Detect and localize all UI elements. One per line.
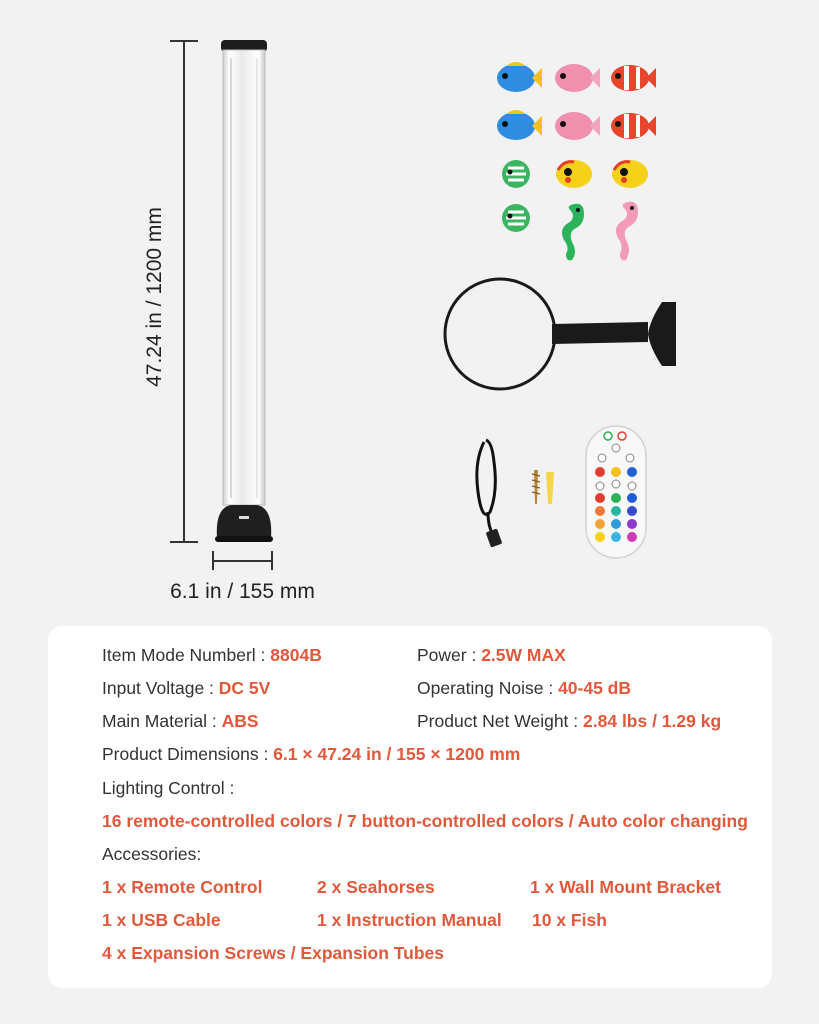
height-label: 47.24 in / 1200 mm [143,207,166,387]
spec-material-label: Main Material : [102,711,217,731]
height-bottom-tick [170,541,198,543]
accessory-item: 10 x Fish [532,910,607,930]
yellow-fish-icon [612,160,648,188]
width-label: 6.1 in / 155 mm [170,580,315,603]
spec-material [102,711,259,732]
yellow-fish-icon [556,160,592,188]
green-seahorse-icon [562,204,584,261]
toy-fish-group [488,56,660,266]
width-right-tick [271,551,273,570]
spec-lighting-value [102,811,748,832]
accessory-item: 1 x USB Cable [102,910,221,930]
spec-model [102,645,322,666]
spec-noise-label: Operating Noise : [417,678,554,698]
spec-lighting-label: Lighting Control : [102,778,235,798]
expansion-screws-image [526,468,558,508]
remote-control-image [584,424,648,560]
accessory-item: 1 x Instruction Manual [317,910,502,930]
spec-card [48,626,772,988]
height-dimension-line [183,40,185,542]
spec-weight-value: 2.84 lbs / 1.29 kg [583,711,722,731]
accessory-item: 2 x Seahorses [317,877,435,897]
usb-cable-image [468,432,512,548]
height-top-tick [170,40,198,42]
accessory-item: 4 x Expansion Screws / Expansion Tubes [102,943,445,963]
spec-dimensions [102,744,520,765]
spec-dimensions-label: Product Dimensions : [102,744,269,764]
pink-fish-icon [555,64,600,92]
blue-fish-icon [497,62,542,92]
spec-voltage-value: DC 5V [218,678,271,698]
pink-seahorse-icon [616,202,638,261]
spec-lighting-text: 16 remote-controlled colors / 7 button-controlled colors / Auto color changing [102,811,748,831]
spec-voltage [102,678,270,699]
accessory-item: 1 x Remote Control [102,877,263,897]
spec-weight [417,711,721,732]
spec-weight-label: Product Net Weight : [417,711,579,731]
accessory-item: 1 x Wall Mount Bracket [530,877,721,897]
spec-power-value: 2.5W MAX [481,645,566,665]
spec-voltage-label: Input Voltage : [102,678,214,698]
blue-fish-icon [497,110,542,140]
spec-material-value: ABS [221,711,259,731]
clownfish-icon [611,113,656,139]
bubble-tube-lamp-image [205,38,285,548]
spec-model-value: 8804B [270,645,322,665]
spec-dimensions-value: 6.1 × 47.24 in / 155 × 1200 mm [273,744,521,764]
clownfish-icon [611,65,656,91]
spec-noise [417,678,631,699]
spec-model-label: Item Mode Numberl : [102,645,266,665]
spec-power-label: Power : [417,645,477,665]
green-fish-icon [502,160,530,188]
green-fish-icon [502,204,530,232]
wall-mount-bracket-image [440,276,680,394]
spec-accessories-label: Accessories: [102,844,202,864]
width-left-tick [212,551,214,570]
spec-power [417,645,566,666]
pink-fish-icon [555,112,600,140]
spec-noise-value: 40-45 dB [558,678,632,698]
width-dimension-line [213,560,272,562]
